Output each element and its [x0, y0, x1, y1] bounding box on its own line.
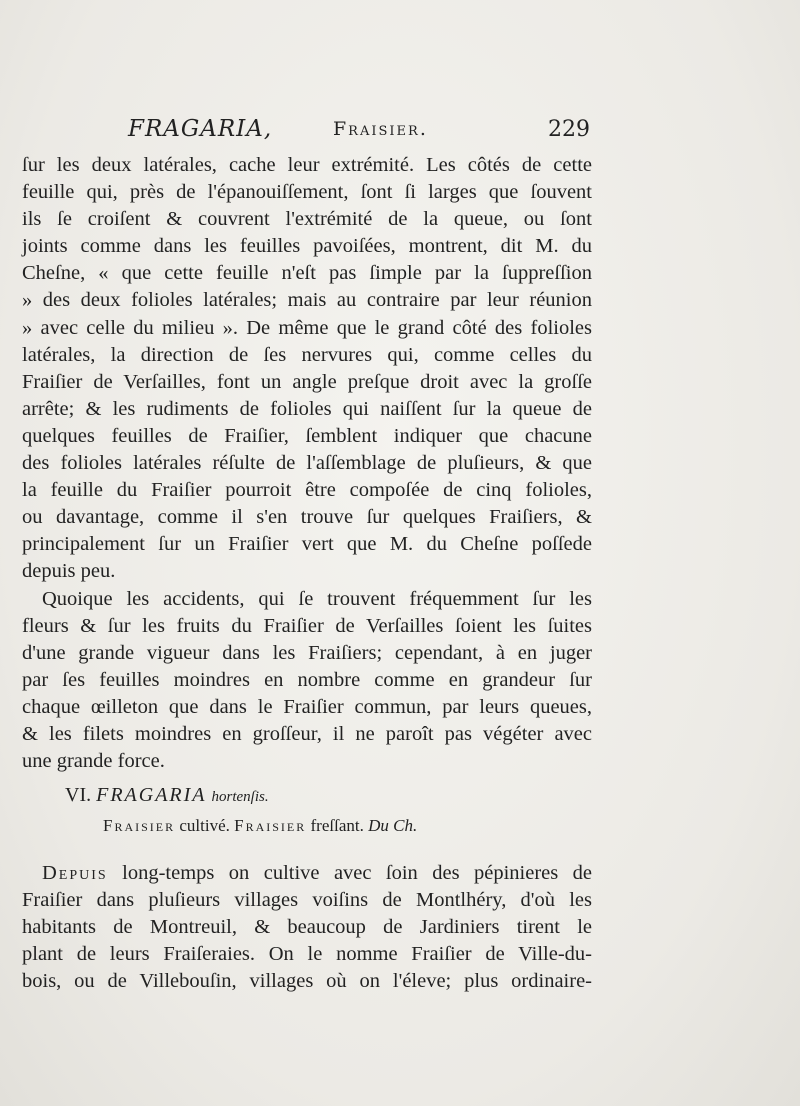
paragraph-2 — [22, 586, 592, 776]
text-line: latérales, la direction de ſes nervures qui, comme celles du — [22, 343, 592, 366]
text-line: d'une grande vigueur dans les Fraiſiers; cependant, à en juger — [22, 641, 592, 664]
text-line: arrête; & les rudiments de folioles qui naiſſent ſur la queue de — [22, 397, 592, 420]
page-number: 229 — [548, 117, 590, 142]
synonym-a-epithet: cultivé. — [179, 816, 230, 835]
section-genus: FRAGARIA — [96, 784, 207, 806]
text-line: principalement ſur un Fraiſier vert que M. du Cheſne poſſede — [22, 533, 592, 556]
text-line: ou davantage, comme il s'en trouve ſur quelques Fraiſiers, & — [22, 506, 592, 529]
text-line: feuille qui, près de l'épanouiſſement, ſont ſi larges que ſouvent — [22, 181, 592, 204]
section-synonyms — [103, 816, 417, 836]
text-block-1 — [22, 152, 592, 775]
drop-word: Depuis — [42, 862, 108, 884]
synonym-a-name: Fraisier — [103, 816, 176, 835]
text-line-rest: long-temps on cultive avec ſoin des pépinieres de — [122, 862, 593, 884]
running-subtitle: Fraisier. — [333, 118, 428, 140]
text-line: des folioles latérales réſulte de l'aſſemblage de pluſieurs, & que — [22, 452, 592, 475]
text-line: & les filets moindres en groſſeur, il ne paroît pas végéter avec — [22, 722, 592, 745]
text-line: » avec celle du milieu ». De même que le grand côté des folioles — [22, 316, 592, 339]
text-block-2 — [22, 860, 592, 995]
text-line: ils ſe croiſent & couvrent l'extrémité de la queue, ou ſont — [22, 208, 592, 231]
text-line: Fraiſier dans pluſieurs villages voiſins de Montlhéry, d'où les — [22, 889, 592, 912]
text-line: bois, ou de Villebouſin, villages où on l'éleve; plus ordinaire- — [22, 970, 592, 993]
text-line: depuis peu. — [22, 560, 116, 583]
text-line: joints comme dans les feuilles pavoiſées, montrent, dit M. du — [22, 235, 592, 258]
text-line: ſur les deux latérales, cache leur extrémité. Les côtés de cette — [22, 154, 592, 176]
text-line: Quoique les accidents, qui ſe trouvent fréquemment ſur les — [42, 587, 592, 610]
text-line: Cheſne, « que cette feuille n'eſt pas ſimple par la ſuppreſſion — [22, 262, 592, 285]
paragraph-1 — [22, 152, 592, 586]
synonym-b-epithet: freſſant. — [310, 816, 364, 835]
text-line: une grande force. — [22, 750, 165, 773]
text-line: fleurs & ſur les fruits du Fraiſier de Verſailles ſoient les ſuites — [22, 614, 592, 637]
text-line: habitants de Montreuil, & beaucoup de Jardiniers tirent le — [22, 916, 592, 939]
synonym-authority: Du Ch. — [368, 816, 418, 835]
text-line: » des deux folioles latérales; mais au contraire par leur réunion — [22, 289, 592, 312]
text-line: Fraiſier de Verſailles, font un angle preſque droit avec la groſſe — [22, 370, 592, 393]
running-header — [0, 116, 800, 148]
text-line: chaque œilleton que dans le Fraiſier commun, par leurs queues, — [22, 695, 592, 718]
text-line: quelques feuilles de Fraiſier, ſemblent indiquer que chacune — [22, 424, 592, 447]
text-line — [22, 860, 592, 887]
section-numeral: VI. — [65, 784, 92, 806]
running-title: FRAGARIA, — [128, 116, 273, 142]
text-line: par ſes feuilles moindres en nombre comme en grandeur ſur — [22, 668, 592, 691]
text-line: plant de leurs Fraiſeraies. On le nomme Fraiſier de Ville-du- — [22, 943, 592, 966]
section-species: hortenſis. — [211, 789, 269, 805]
text-line: la feuille du Fraiſier pourroit être compoſée de cinq folioles, — [22, 479, 592, 502]
section-heading — [65, 784, 269, 807]
synonym-b-name: Fraisier — [234, 816, 307, 835]
